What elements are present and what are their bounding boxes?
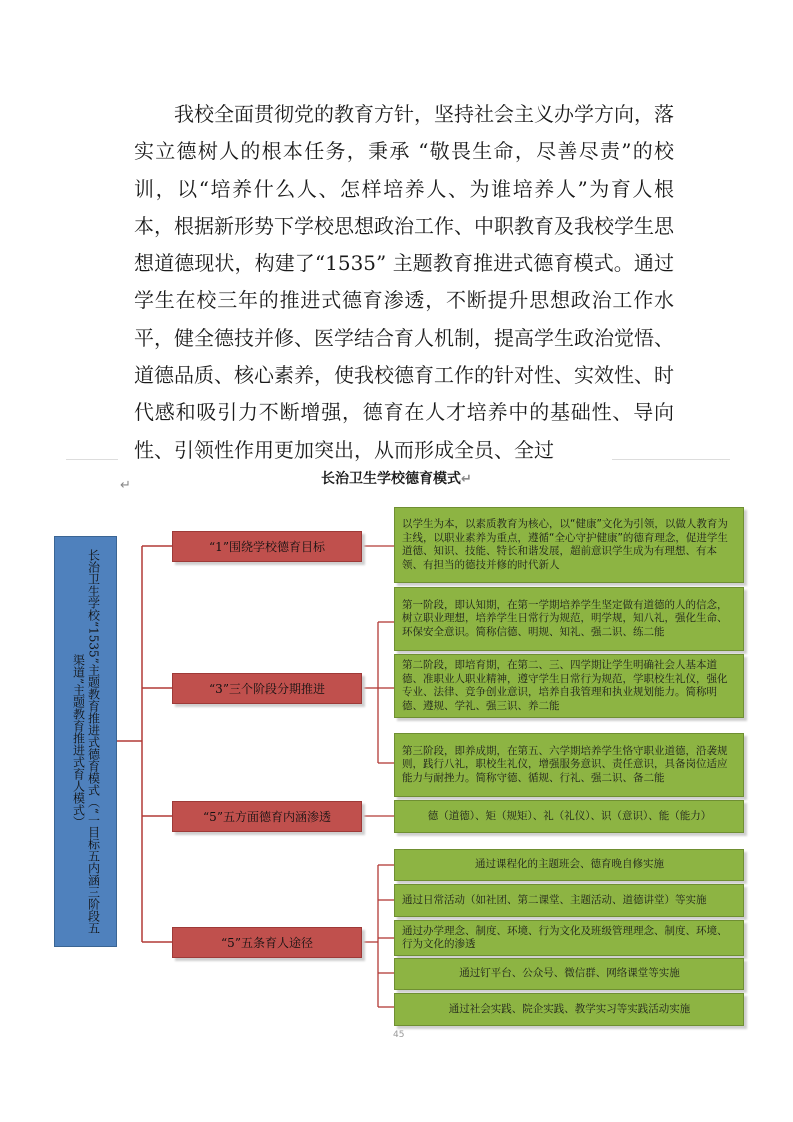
detail-stage-2 — [394, 654, 744, 718]
branch-node-content — [172, 801, 362, 832]
detail-stage-1 — [394, 587, 744, 651]
detail-goal-text: 以学生为本，以素质教育为核心，以“健康”文化为引领，以做人教育为主线，以职业素养为重点，遵循“全心守护健康”的德育理念，促进学生道德、知识、技能、特长和谐发展，超前意识学生成为有理想、有本领、有担当的德技并修的时代新人 — [402, 518, 728, 571]
detail-stage-1-text: 第一阶段，即认知期，在第一学期培养学生坚定做有道德的人的信念，树立职业理想，培养学生日常行为规范，明学规，知八礼，强化生命、环保安全意识。简称信德、明规、知礼、强二识、练二能 — [402, 598, 728, 638]
diagram-title-text: 长治卫生学校德育模式 — [321, 471, 462, 487]
detail-goal — [394, 507, 744, 583]
branch-node-content-label: “5”五方面德育内涵渗透 — [203, 810, 331, 824]
branch-node-goal — [172, 531, 362, 562]
detail-path-4-text: 通过钉平台、公众号、微信群、网络课堂等实施 — [459, 967, 680, 980]
page-number: 45 — [393, 1030, 405, 1040]
detail-path-3 — [394, 920, 744, 956]
branch-node-stages — [172, 673, 362, 704]
branch-node-paths — [172, 927, 362, 958]
detail-path-3-text: 通过办学理念、制度、环境、行为文化及班级管理理念、制度、环境、行为文化的渗透 — [402, 924, 728, 950]
body-paragraph: 我校全面贯彻党的教育方针，坚持社会主义办学方向，落实立德树人的根本任务，秉承 “敬畏生命，尽善尽责”的校训，以“培养什么人、怎样培养人、为谁培养人”为育人根本，根据新形势下学校思想政治工作、中职教育及我校学生思想道德现状，构建了“1535” 主题教育推进式德育模式。通过学生在校三年的推进式德育渗透，不断提升思想政治工作水平，健全德技并修、医学结合育人机制，提高学生政治觉悟、道德品质、核心素养，使我校德育工作的针对性、实效性、时代感和吸引力不断增强，德育在人才培养中的基础性、导向性、引领性作用更加突出，从而形成全员、全过 — [134, 102, 674, 462]
detail-path-1-text: 通过课程化的主题班会、德育晚自修实施 — [475, 858, 664, 871]
title-return-mark: ↵ — [461, 472, 472, 487]
detail-stage-3 — [394, 733, 744, 797]
branch-node-stages-label: “3”三个阶段分期推进 — [209, 682, 325, 696]
detail-stage-2-text: 第二阶段，即培育期，在第二、三、四学期让学生明确社会人基本道德、准职业人职业精神，遵守学生日常行为规范，学职校生礼仪，强化专业、法律、竞争创业意识，培养自我管理和执业规划能力。简称明德、遵规、学礼、强三识、养二能 — [402, 659, 728, 712]
detail-stage-3-text: 第三阶段，即养成期，在第五、六学期培养学生恪守职业道德，沿袭规则，践行八礼，职校生礼仪，增强服务意识、责任意识，具备岗位适应能力与耐挫力。简称守德、循规、行礼、强二识、备二能 — [402, 744, 728, 784]
detail-path-4 — [394, 958, 744, 990]
branch-node-paths-label: “5”五条育人途径 — [221, 936, 313, 950]
detail-content-text: 德（道德）、矩（规矩）、礼（礼仪）、识（意识）、能（能力） — [427, 809, 712, 822]
root-node-label: 长治卫生学校“1535”主题教育推进式德育模式（“一目标五内涵三阶段五渠道”主题教育推进式育人模式） — [71, 549, 101, 934]
detail-path-5-text: 通过社会实践、院企实践、教学实习等实践活动实施 — [448, 1002, 691, 1015]
paragraph-return-mark: ↵ — [120, 478, 131, 493]
detail-path-2-text: 通过日常活动（如社团、第二课堂、主题活动、道德讲堂）等实施 — [402, 893, 707, 906]
detail-path-5 — [394, 993, 744, 1026]
detail-path-2 — [394, 884, 744, 917]
detail-path-1 — [394, 849, 744, 881]
detail-content — [394, 800, 744, 833]
branch-node-goal-label: “1”围绕学校德育目标 — [209, 540, 325, 554]
root-node — [54, 536, 117, 947]
